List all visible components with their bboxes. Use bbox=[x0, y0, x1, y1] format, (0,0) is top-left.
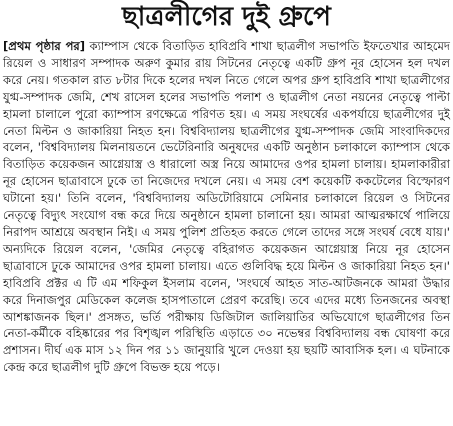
article-text: ক্যাম্পাস থেকে বিতাড়িত হাবিপ্রবি শাখা ছাত্রলীগ সভাপতি ইফতেখার আহমেদ রিয়েল ও সাধারণ সম্পাদক অরুণ কুমার রায় সিটনের নেতৃত্বে একটি গ্রুপ নূর হোসেন হল দখল করে নেয়। গতকাল রাত ৮টার দিকে হলের দখল নিতে গেলে অপর গ্রুপ হাবিপ্রবি শাখা ছাত্রলীগের যুগ্ম-সম্পাদক জেমি, শেখ রাসেল হলের সভাপতি পলাশ ও ছাত্রলীগ নেতা নয়নের নেতৃত্বে পাল্টা হামলা চালালে পুরো ক্যাম্পাস রণক্ষেত্রে পরিণত হয়। এ সময় সংঘর্ষের একপর্যায়ে ছাত্রলীগের দুই নেতা মিল্টন ও জাকারিয়া নিহত হন। বিশ্ববিদ্যালয় ছাত্রলীগের যুগ্ম-সম্পাদক জেমি সাংবাদিকদের বলেন, 'বিশ্ববিদ্যালয় মিলনায়তনে ভেটেরিনারি অনুষদের একটি অনুষ্ঠান চলাকালে ক্যাম্পাস থেকে বিতাড়িত কয়েকজন আগ্নেয়াস্ত্র ও ধারালো অস্ত্র নিয়ে আমাদের ওপর হামলা চালায়। হামলাকারীরা নূর হোসেন ছাত্রাবাসে ঢুকে তা নিজেদের দখলে নেয়। এ সময় বেশ কয়েকটি ককটেলের বিস্ফোরণ ঘটানো হয়।' তিনি বলেন, 'বিশ্ববিদ্যালয় অডিটোরিয়ামে সেমিনার চলাকালে রিয়েল ও সিটনের নেতৃত্বে বিদ্যুৎ সংযোগ বন্ধ করে দিয়ে অনুষ্ঠানে হামলা চালানো হয়। আমরা আত্মরক্ষার্থে পালিয়ে নিরাপদ আশ্রয়ে অবস্থান নিই। এ সময় পুলিশ প্রতিহত করতে গেলে তাদের সঙ্গে সংঘর্ষ বেধে যায়।' অন্যদিকে রিয়েল বলেন, 'জেমির নেতৃত্বে বহিরাগত কয়েকজন আগ্নেয়াস্ত্র নিয়ে নূর হোসেন ছাত্রাবাসে ঢুকে আমাদের ওপর হামলা চালায়। এতে গুলিবিদ্ধ হয়ে মিল্টন ও জাকারিয়া নিহত হন।' হাবিপ্রবি প্রক্টর এ টি এম শফিকুল ইসলাম বলেন, 'সংঘর্ষে আহত সাত-আটজনকে আমরা উদ্ধার করে দিনাজপুর মেডিকেল কলেজ হাসপাতালে প্রেরণ করেছি। তবে এদের মধ্যে তিনজনের অবস্থা আশঙ্কাজনক ছিল।' প্রসঙ্গত, ভর্তি পরীক্ষায় ডিজিটাল জালিয়াতির অভিযোগে ছাত্রলীগের তিন নেতা-কর্মীকে বহিষ্কারের পর বিশৃঙ্খল পরিস্থিতি এড়াতে ৩০ নভেম্বর বিশ্ববিদ্যালয় বন্ধ ঘোষণা করে প্রশাসন। দীর্ঘ এক মাস ১২ দিন পর ১১ জানুয়ারি খুলে দেওয়া হয় ছয়টি আবাসিক হল। এ ঘটনাকে কেন্দ্র করে ছাত্রলীগ দুটি গ্রুপে বিভক্ত হয়ে পড়ে। bbox=[3, 39, 450, 375]
article-body bbox=[3, 38, 450, 376]
headline: ছাত্রলীগের দুই গ্রুপে bbox=[122, 2, 331, 32]
lead-in-label: [প্রথম পৃষ্ঠার পর] bbox=[3, 39, 86, 53]
